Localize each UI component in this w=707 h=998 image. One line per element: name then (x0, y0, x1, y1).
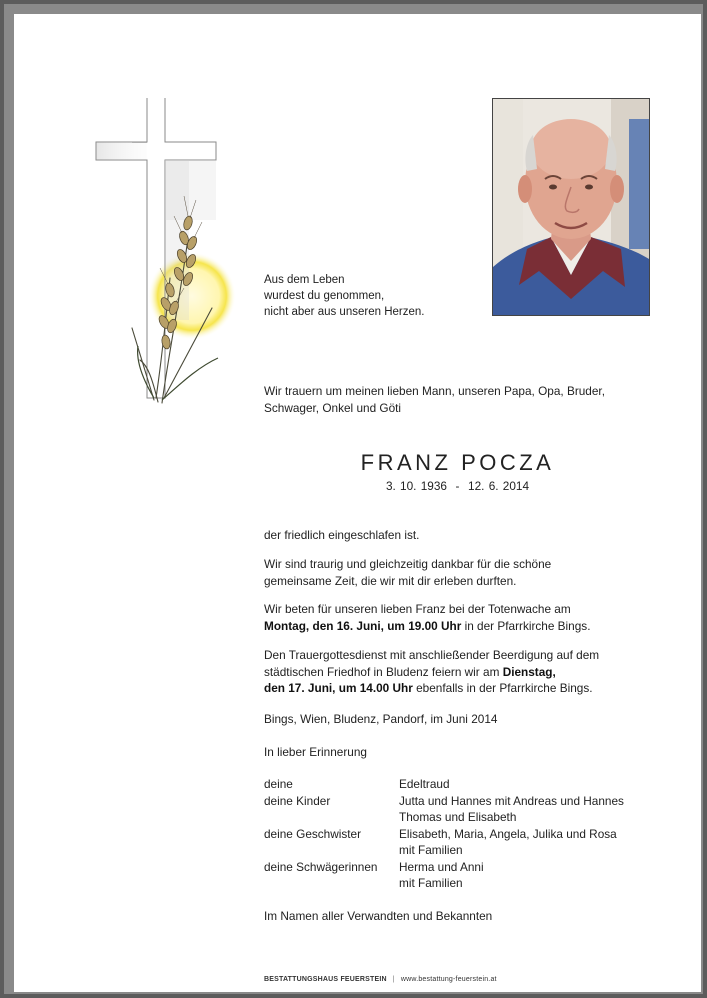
funeral-place: ebenfalls in der Pfarrkirche Bings. (412, 681, 593, 695)
relative-name: Jutta und Hannes mit Andreas und Hannes (399, 793, 624, 808)
deceased-name: FRANZ POCZA (360, 450, 555, 475)
relative-role: deine Schwägerinnen (264, 859, 378, 874)
funeral-line (264, 664, 664, 681)
relative-role: deine (264, 777, 293, 791)
intro-text (264, 383, 664, 416)
remembrance: In lieber Erinnerung (264, 745, 367, 759)
relative-names (399, 776, 624, 793)
funeral-line (264, 680, 664, 697)
funeral-line: Den Trauergottesdienst mit anschließender Beerdigung auf dem (264, 648, 600, 662)
funeral-home-name: BESTATTUNGSHAUS FEUERSTEIN (264, 976, 387, 983)
vigil-date: Montag, den 16. Juni, um 19.00 Uhr (264, 618, 462, 633)
relative-names (399, 793, 624, 826)
motto (264, 272, 424, 320)
outer-frame (4, 4, 703, 994)
funeral-home-url[interactable]: www.bestattung-feuerstein.at (400, 976, 497, 983)
portrait-photo (492, 98, 650, 316)
vigil-line (264, 618, 664, 635)
intro-line: Wir trauern um meinen lieben Mann, unseren Papa, Opa, Bruder, (264, 384, 605, 398)
portrait-image (493, 99, 649, 315)
motto-line: nicht aber aus unseren Herzen. (264, 306, 425, 318)
relative-name: mit Familien (399, 876, 463, 890)
vigil-line: Wir beten für unseren lieben Franz bei der Totenwache am (264, 602, 571, 616)
relative-row (264, 826, 624, 859)
relatives-body (264, 776, 624, 892)
relative-name: Elisabeth, Maria, Angela, Julika und Rosa (399, 826, 617, 841)
footer-separator: | (392, 976, 395, 983)
footer (264, 976, 497, 983)
relative-names (399, 826, 624, 859)
paragraph-peaceful: der friedlich eingeschlafen ist. (264, 528, 420, 542)
relative-role: deine Geschwister (264, 826, 362, 841)
gratitude-line: Wir sind traurig und gleichzeitig dankbar für die schöne (264, 557, 552, 571)
relative-row (264, 793, 624, 826)
intro-line: Schwager, Onkel und Göti (264, 400, 402, 415)
funeral-day: Dienstag, (502, 664, 556, 679)
cross-wheat-icon (92, 98, 242, 414)
motto-line: wurdest du genommen, (264, 290, 385, 302)
relative-name: Edeltraud (399, 777, 450, 791)
place-date: Bings, Wien, Bludenz, Pandorf, im Juni 2014 (264, 712, 498, 726)
relative-name: mit Familien (399, 843, 463, 857)
closing-line: Im Namen aller Verwandten und Bekannten (264, 909, 493, 923)
relatives-table (264, 776, 624, 892)
relative-name: Herma und Anni (399, 859, 484, 874)
gratitude-line: gemeinsame Zeit, die wir mit dir erleben durften. (264, 573, 517, 588)
funeral-date: den 17. Juni, um 14.00 Uhr (264, 681, 413, 695)
relative-name: Thomas und Elisabeth (399, 810, 517, 824)
paragraph-funeral (264, 647, 664, 697)
relative-names (399, 859, 624, 892)
obituary-page (14, 14, 701, 992)
relative-row (264, 776, 624, 793)
vigil-place: in der Pfarrkirche Bings. (461, 618, 591, 633)
life-dates: 3. 10. 1936 - 12. 6. 2014 (385, 479, 530, 493)
motto-line: Aus dem Leben (264, 274, 345, 286)
paragraph-vigil (264, 601, 664, 634)
funeral-text: städtischen Friedhof in Bludenz feiern wir am (264, 664, 503, 679)
relative-row (264, 859, 624, 892)
relative-role: deine Kinder (264, 793, 331, 808)
paragraph-gratitude (264, 556, 664, 589)
